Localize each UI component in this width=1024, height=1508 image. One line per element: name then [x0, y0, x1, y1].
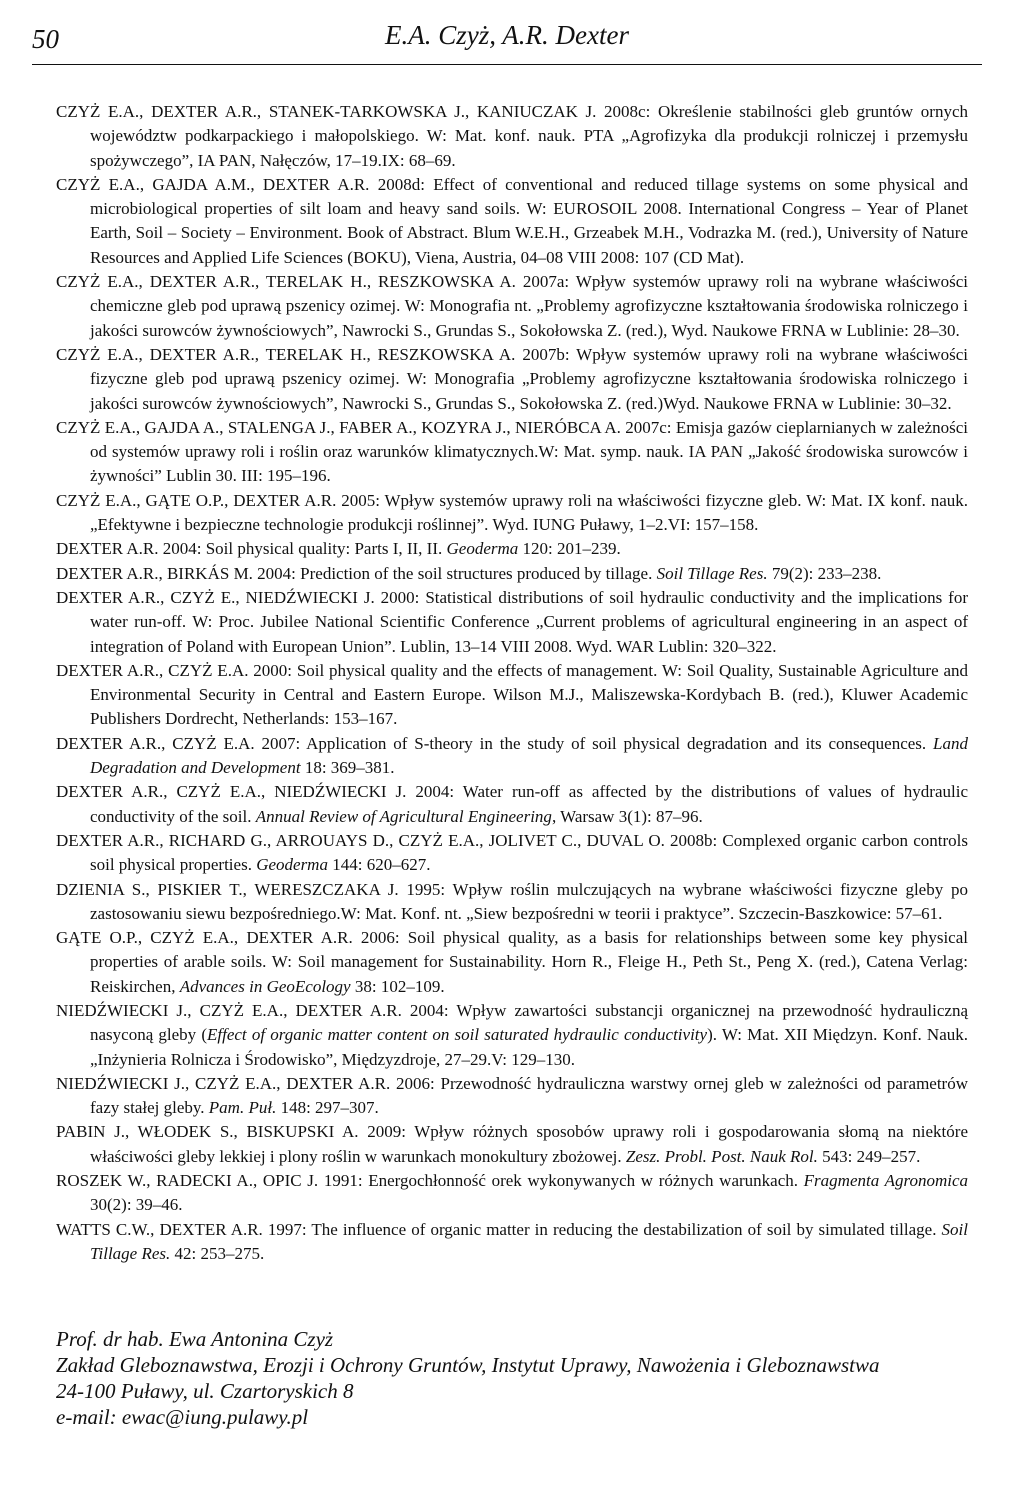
author-affiliation: Zakład Gleboznawstwa, Erozji i Ochrony Gruntów, Instytut Uprawy, Nawożenia i Gleboznawstwa [56, 1353, 880, 1377]
reference-item: PABIN J., WŁODEK S., BISKUPSKI A. 2009: Wpływ różnych sposobów uprawy roli i gospodarowania słomą na niektóre właściwości gleby lekkiej i plony roślin w warunkach monokultury zbożowej. Zesz. Probl. Post. Nauk Rol. 543: 249–257. [56, 1122, 968, 1166]
author-address-block [56, 1326, 986, 1430]
reference-item: DZIENIA S., PISKIER T., WERESZCZAKA J. 1995: Wpływ roślin mulczujących na wybrane właściwości fizyczne gleby po zastosowaniu siewu bezpośredniego.W: Mat. Konf. nt. „Siew bezpośredni w teorii i praktyce”. Szczecin-Baszkowice: 57–61. [56, 879, 968, 923]
author-address: 24-100 Puławy, ul. Czartoryskich 8 [56, 1379, 354, 1403]
reference-item: DEXTER A.R. 2004: Soil physical quality: Parts I, II, II. Geoderma 120: 201–239. [56, 539, 621, 559]
reference-item: GĄTE O.P., CZYŻ E.A., DEXTER A.R. 2006: Soil physical quality, as a basis for relationships between some key physical properties of arable soils. W: Soil management for Sustainability. Horn R., Fleige H., Peth St., Peng X. (red.), Catena Verlag: Reiskirchen, Advances in GeoEcology 38: 102–109. [56, 928, 968, 996]
reference-item: CZYŻ E.A., DEXTER A.R., STANEK-TARKOWSKA J., KANIUCZAK J. 2008c: Określenie stabilności gleb gruntów ornych województw podkarpackiego i małopolskiego. W: Mat. konf. nauk. PTA „Agrofizyka dla produkcji rolniczej i przemysłu spożywczego”, IA PAN, Nałęczów, 17–19.IX: 68–69. [56, 102, 968, 170]
reference-item: DEXTER A.R., CZYŻ E.A., NIEDŹWIECKI J. 2004: Water run-off as affected by the distributions of values of hydraulic conductivity of the soil. Annual Review of Agricultural Engineering, Warsaw 3(1): 87–96. [56, 782, 968, 826]
reference-item: NIEDŹWIECKI J., CZYŻ E.A., DEXTER A.R. 2006: Przewodność hydrauliczna warstwy ornej gleb w zależności od parametrów fazy stałej gleby. Pam. Puł. 148: 297–307. [56, 1073, 968, 1118]
reference-item: CZYŻ E.A., GAJDA A., STALENGA J., FABER A., KOZYRA J., NIERÓBCA A. 2007c: Emisja gazów cieplarnianych w zależności od systemów uprawy roli i roślin oraz warunków klimatycznych.W: Mat. symp. nauk. IA PAN „Jakość środowiska surowców i żywności” Lublin 30. III: 195–196. [56, 417, 968, 486]
reference-item: DEXTER A.R., BIRKÁS M. 2004: Prediction of the soil structures produced by tillage. Soil Tillage Res. 79(2): 233–238. [56, 563, 882, 583]
reference-list [56, 100, 968, 1266]
reference-item: DEXTER A.R., RICHARD G., ARROUAYS D., CZYŻ E.A., JOLIVET C., DUVAL O. 2008b: Complexed organic carbon controls soil physical properties. Geoderma 144: 620–627. [56, 830, 968, 875]
reference-item: NIEDŹWIECKI J., CZYŻ E.A., DEXTER A.R. 2004: Wpływ zawartości substancji organicznej na przewodność hydrauliczną nasyconą gleby (Effect of organic matter content on soil saturated hydraulic conductivity). W: Mat. XII Międzyn. Konf. Nauk. „Inżynieria Rolnicza i Środowisko”, Międzyzdroje, 27–29.V: 129–130. [56, 1000, 968, 1069]
page-header [32, 14, 982, 65]
reference-item: DEXTER A.R., CZYŻ E.A. 2007: Application of S-theory in the study of soil physical degradation and its consequences. Land Degradation and Development 18: 369–381. [56, 733, 968, 778]
reference-item: WATTS C.W., DEXTER A.R. 1997: The influence of organic matter in reducing the destabilization of soil by simulated tillage. Soil Tillage Res. 42: 253–275. [56, 1219, 968, 1263]
reference-item: CZYŻ E.A., DEXTER A.R., TERELAK H., RESZKOWSKA A. 2007a: Wpływ systemów uprawy roli na wybrane właściwości chemiczne gleb pod uprawą pszenicy ozimej. W: Monografia nt. „Problemy agrofizyczne kształtowania środowiska rolniczego i jakości surowców żywnościowych”, Nawrocki S., Grundas S., Sokołowska Z. (red.), Wyd. Naukowe FRNA w Lublinie: 28–30. [56, 272, 968, 340]
page-number: 50 [32, 24, 59, 54]
author-name: Prof. dr hab. Ewa Antonina Czyż [56, 1327, 334, 1351]
author-email: e-mail: ewac@iung.pulawy.pl [56, 1405, 309, 1429]
reference-item: CZYŻ E.A., GAJDA A.M., DEXTER A.R. 2008d: Effect of conventional and reduced tillage systems on some physical and microbiological properties of silt loam and heavy sand soils. W: EUROSOIL 2008. International Congress – Year of Planet Earth, Soil – Society – Environment. Book of Abstract. Blum W.E.H., Grzeabek M.H., Vodrazka M. (red.), University of Nature Resources and Applied Life Sciences (BOKU), Viena, Austria, 04–08 VIII 2008: 107 (CD Mat). [56, 174, 968, 267]
reference-item: ROSZEK W., RADECKI A., OPIC J. 1991: Energochłonność orek wykonywanych w różnych warunkach. Fragmenta Agronomica 30(2): 39–46. [56, 1171, 968, 1215]
reference-item: CZYŻ E.A., DEXTER A.R., TERELAK H., RESZKOWSKA A. 2007b: Wpływ systemów uprawy roli na wybrane właściwości fizyczne gleb pod uprawą pszenicy ozimej. W: Monografia „Problemy agrofizyczne kształtowania środowiska rolniczego i jakości surowców żywnościowych”, Nawrocki S., Grundas S., Sokołowska Z. (red.)Wyd. Naukowe FRNA w Lublinie: 30–32. [56, 344, 968, 413]
reference-item: DEXTER A.R., CZYŻ E.A. 2000: Soil physical quality and the effects of management. W: Soil Quality, Sustainable Agriculture and Environmental Security in Central and Eastern Europe. Wilson M.J., Maliszewska-Kordybach B. (red.), Kluwer Academic Publishers Dordrecht, Netherlands: 153–167. [56, 660, 968, 729]
reference-item: DEXTER A.R., CZYŻ E., NIEDŹWIECKI J. 2000: Statistical distributions of soil hydraulic conductivity and the implications for water run-off. W: Proc. Jubilee National Scientific Conference „Current problems of agricultural engineering in an aspect of integration of Poland with European Union”. Lublin, 13–14 VIII 2008. Wyd. WAR Lublin: 320–322. [56, 587, 968, 656]
reference-item: CZYŻ E.A., GĄTE O.P., DEXTER A.R. 2005: Wpływ systemów uprawy roli na właściwości fizyczne gleb. W: Mat. IX konf. nauk. „Efektywne i bezpieczne technologie produkcji roślinnej”. Wyd. IUNG Puławy, 1–2.VI: 157–158. [56, 490, 968, 535]
running-title: E.A. Czyż, A.R. Dexter [385, 20, 629, 50]
